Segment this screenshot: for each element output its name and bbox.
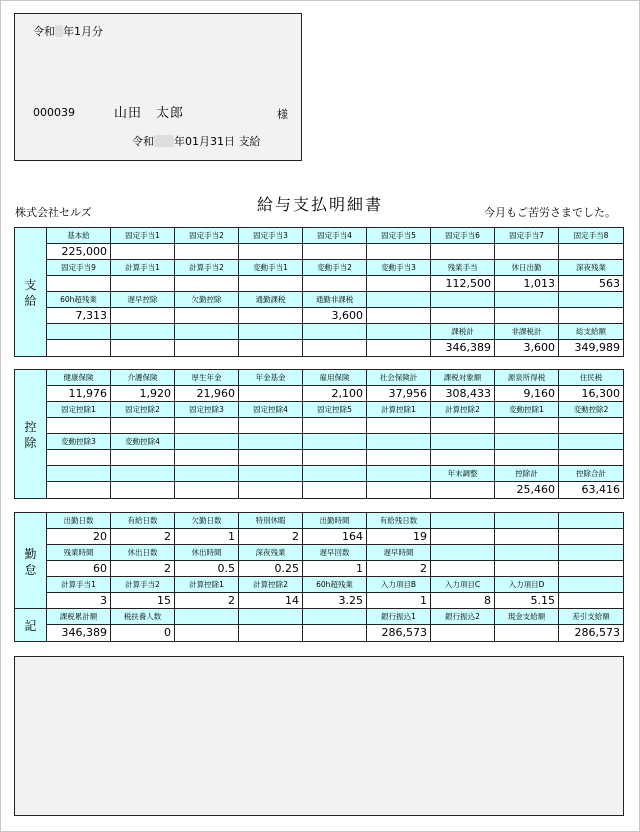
empty-value-cell (495, 450, 559, 466)
empty-label-cell (239, 609, 303, 625)
field-label: 固定控除1 (47, 402, 111, 418)
empty-value-cell (367, 418, 431, 434)
side-char: 勤 (24, 547, 37, 561)
field-value: 3,600 (495, 340, 559, 356)
empty-value-cell (303, 276, 367, 292)
address-box (14, 13, 302, 161)
empty-value-cell (367, 340, 431, 356)
empty-value-cell (175, 276, 239, 292)
field-label: 残業時間 (47, 545, 111, 561)
empty-value-cell (175, 244, 239, 260)
field-label: 変動控除2 (559, 402, 623, 418)
empty-value-cell (175, 418, 239, 434)
deduction-grid (47, 370, 623, 498)
empty-value-cell (111, 308, 175, 324)
empty-value-cell (495, 625, 559, 641)
empty-value-cell (111, 340, 175, 356)
field-label: 固定手当8 (559, 228, 623, 244)
field-value: 63,416 (559, 482, 623, 498)
field-label: 介護保険 (111, 370, 175, 386)
field-value: 349,989 (559, 340, 623, 356)
field-value: 112,500 (431, 276, 495, 292)
field-label: 出勤時間 (303, 513, 367, 529)
empty-label-cell (367, 434, 431, 450)
empty-value-cell (111, 418, 175, 434)
field-label: 課税累計額 (47, 609, 111, 625)
field-label: 通勤非課税 (303, 292, 367, 308)
field-label: 変動控除3 (47, 434, 111, 450)
field-value: 164 (303, 529, 367, 545)
field-value: 9,160 (495, 386, 559, 402)
empty-label-cell (559, 577, 623, 593)
empty-value-cell (303, 244, 367, 260)
field-label: 休出日数 (111, 545, 175, 561)
empty-value-cell (431, 450, 495, 466)
empty-value-cell (367, 450, 431, 466)
field-label: 銀行振込1 (367, 609, 431, 625)
empty-value-cell (303, 418, 367, 434)
field-label: 現金支給額 (495, 609, 559, 625)
field-value: 2 (175, 593, 239, 609)
field-value: 7,313 (47, 308, 111, 324)
empty-label-cell (495, 513, 559, 529)
empty-label-cell (559, 545, 623, 561)
attendance-section (14, 512, 624, 642)
empty-label-cell (495, 292, 559, 308)
empty-value-cell (239, 482, 303, 498)
field-value: 3,600 (303, 308, 367, 324)
empty-value-cell (111, 482, 175, 498)
field-label: 計算手当1 (47, 577, 111, 593)
field-label: 深夜残業 (239, 545, 303, 561)
empty-value-cell (175, 308, 239, 324)
empty-label-cell (367, 292, 431, 308)
greeting: 今月もご苦労さまでした。 (484, 206, 616, 219)
field-label: 遅早控除 (111, 292, 175, 308)
attendance-grid (47, 513, 623, 641)
empty-value-cell (239, 418, 303, 434)
field-label: 深夜残業 (559, 260, 623, 276)
side-char: 記 (24, 619, 37, 633)
empty-value-cell (111, 244, 175, 260)
empty-value-cell (559, 418, 623, 434)
empty-value-cell (367, 308, 431, 324)
side-char: 除 (24, 436, 37, 450)
empty-value-cell (303, 482, 367, 498)
empty-label-cell (559, 434, 623, 450)
field-label: 住民税 (559, 370, 623, 386)
field-value: 225,000 (47, 244, 111, 260)
field-label: 変動控除4 (111, 434, 175, 450)
field-value: 2 (367, 561, 431, 577)
field-value: 16,300 (559, 386, 623, 402)
empty-value-cell (431, 482, 495, 498)
field-value: 2 (239, 529, 303, 545)
field-label: 固定控除3 (175, 402, 239, 418)
field-label: 固定手当7 (495, 228, 559, 244)
field-value: 308,433 (431, 386, 495, 402)
field-value: 37,956 (367, 386, 431, 402)
field-value: 60 (47, 561, 111, 577)
field-label: 年金基金 (239, 370, 303, 386)
field-label: 固定手当4 (303, 228, 367, 244)
field-label: 雇用保険 (303, 370, 367, 386)
empty-label-cell (303, 434, 367, 450)
empty-label-cell (175, 434, 239, 450)
empty-value-cell (559, 308, 623, 324)
field-value: 346,389 (47, 625, 111, 641)
field-label: 有給残日数 (367, 513, 431, 529)
empty-value-cell (495, 529, 559, 545)
field-value: 5.15 (495, 593, 559, 609)
field-label: 入力項目C (431, 577, 495, 593)
field-label: 計算手当2 (111, 577, 175, 593)
field-label: 計算控除2 (239, 577, 303, 593)
empty-value-cell (495, 244, 559, 260)
field-value: 25,460 (495, 482, 559, 498)
empty-value-cell (431, 529, 495, 545)
empty-label-cell (47, 324, 111, 340)
field-value: 15 (111, 593, 175, 609)
field-value: 1,013 (495, 276, 559, 292)
employee-name: 山田 太郎 (114, 106, 185, 121)
empty-label-cell (175, 609, 239, 625)
field-value: 286,573 (559, 625, 623, 641)
field-value: 2 (111, 529, 175, 545)
empty-label-cell (559, 292, 623, 308)
field-label: 計算控除1 (175, 577, 239, 593)
empty-label-cell (175, 466, 239, 482)
empty-label-cell (431, 545, 495, 561)
field-value: 3 (47, 593, 111, 609)
field-label: 有給日数 (111, 513, 175, 529)
field-value: 563 (559, 276, 623, 292)
field-value: 2,100 (303, 386, 367, 402)
field-label: 休日出勤 (495, 260, 559, 276)
company-name: 株式会社セルズ (15, 206, 92, 219)
field-label: 特別休暇 (239, 513, 303, 529)
field-label: 計算手当1 (111, 260, 175, 276)
empty-value-cell (239, 244, 303, 260)
field-label: 固定控除4 (239, 402, 303, 418)
field-value: 1 (303, 561, 367, 577)
field-value: 1 (367, 593, 431, 609)
deduction-side-label (15, 370, 47, 498)
empty-label-cell (431, 292, 495, 308)
field-label: 厚生年金 (175, 370, 239, 386)
empty-value-cell (431, 308, 495, 324)
empty-value-cell (239, 450, 303, 466)
honorific: 様 (277, 108, 288, 121)
field-label: 総支給額 (559, 324, 623, 340)
empty-value-cell (431, 244, 495, 260)
field-label: 休出時間 (175, 545, 239, 561)
notes-side-label (15, 609, 47, 641)
field-label: 60h超残業 (47, 292, 111, 308)
empty-label-cell (303, 324, 367, 340)
pay-section (14, 227, 624, 357)
empty-label-cell (303, 466, 367, 482)
field-label: 遅早時間 (367, 545, 431, 561)
field-label: 出勤日数 (47, 513, 111, 529)
field-value: 0.25 (239, 561, 303, 577)
empty-value-cell (495, 418, 559, 434)
field-label: 遅早回数 (303, 545, 367, 561)
field-label: 差引支給額 (559, 609, 623, 625)
empty-value-cell (559, 450, 623, 466)
empty-value-cell (47, 482, 111, 498)
field-label: 銀行振込2 (431, 609, 495, 625)
employee-code: 000039 (33, 106, 75, 119)
empty-value-cell (239, 308, 303, 324)
field-label: 控除合計 (559, 466, 623, 482)
side-char: 怠 (24, 563, 37, 577)
empty-label-cell (111, 324, 175, 340)
pay-grid (47, 228, 623, 356)
field-label: 欠勤控除 (175, 292, 239, 308)
empty-value-cell (239, 340, 303, 356)
field-label: 固定手当3 (239, 228, 303, 244)
empty-value-cell (303, 450, 367, 466)
empty-value-cell (111, 450, 175, 466)
field-value: 0 (111, 625, 175, 641)
empty-label-cell (303, 609, 367, 625)
empty-label-cell (495, 545, 559, 561)
empty-value-cell (47, 276, 111, 292)
empty-value-cell (431, 418, 495, 434)
empty-label-cell (175, 324, 239, 340)
field-label: 固定手当1 (111, 228, 175, 244)
field-label: 源泉所得税 (495, 370, 559, 386)
field-label: 変動控除1 (495, 402, 559, 418)
field-label: 税扶養人数 (111, 609, 175, 625)
empty-value-cell (239, 625, 303, 641)
field-label: 基本給 (47, 228, 111, 244)
empty-value-cell (367, 276, 431, 292)
redaction-mask (154, 135, 174, 147)
empty-value-cell (559, 593, 623, 609)
field-value: 14 (239, 593, 303, 609)
field-value: 0.5 (175, 561, 239, 577)
empty-value-cell (495, 308, 559, 324)
field-value: 286,573 (367, 625, 431, 641)
empty-label-cell (495, 434, 559, 450)
field-label: 入力項目D (495, 577, 559, 593)
field-value: 11,976 (47, 386, 111, 402)
document-title: 給与支払明細書 (256, 195, 383, 214)
field-label: 固定手当5 (367, 228, 431, 244)
empty-value-cell (431, 561, 495, 577)
field-value: 20 (47, 529, 111, 545)
field-label: 固定手当6 (431, 228, 495, 244)
empty-label-cell (239, 434, 303, 450)
empty-label-cell (111, 466, 175, 482)
field-label: 固定控除5 (303, 402, 367, 418)
field-label: 年末調整 (431, 466, 495, 482)
memo-box (14, 656, 624, 816)
deduction-section (14, 369, 624, 499)
empty-value-cell (559, 529, 623, 545)
field-label: 計算控除1 (367, 402, 431, 418)
empty-label-cell (239, 466, 303, 482)
field-label: 非課税計 (495, 324, 559, 340)
field-label: 健康保険 (47, 370, 111, 386)
field-value: 1 (175, 529, 239, 545)
field-label: 残業手当 (431, 260, 495, 276)
field-label: 社会保険計 (367, 370, 431, 386)
field-label: 固定手当2 (175, 228, 239, 244)
empty-value-cell (559, 244, 623, 260)
empty-value-cell (175, 450, 239, 466)
pay-date: 令和 年01月31日 支給 (132, 135, 261, 148)
empty-label-cell (431, 434, 495, 450)
empty-value-cell (239, 386, 303, 402)
field-label: 変動手当1 (239, 260, 303, 276)
empty-label-cell (239, 324, 303, 340)
empty-value-cell (175, 340, 239, 356)
empty-value-cell (47, 450, 111, 466)
empty-value-cell (559, 561, 623, 577)
field-value: 346,389 (431, 340, 495, 356)
field-value: 19 (367, 529, 431, 545)
empty-label-cell (47, 466, 111, 482)
empty-value-cell (239, 276, 303, 292)
field-label: 変動手当2 (303, 260, 367, 276)
field-label: 60h超残業 (303, 577, 367, 593)
redaction-mask (55, 25, 63, 37)
empty-value-cell (431, 625, 495, 641)
field-label: 固定控除2 (111, 402, 175, 418)
field-value: 21,960 (175, 386, 239, 402)
empty-value-cell (303, 340, 367, 356)
field-label: 控除計 (495, 466, 559, 482)
pay-side-label (15, 228, 47, 356)
side-char: 支 (24, 278, 37, 292)
field-label: 課税対象額 (431, 370, 495, 386)
empty-value-cell (303, 625, 367, 641)
field-label: 変動手当3 (367, 260, 431, 276)
side-char: 給 (24, 294, 37, 308)
empty-value-cell (47, 340, 111, 356)
empty-value-cell (175, 625, 239, 641)
field-label: 入力項目B (367, 577, 431, 593)
empty-value-cell (175, 482, 239, 498)
attendance-side-label (15, 513, 47, 609)
empty-label-cell (367, 324, 431, 340)
side-char: 控 (24, 420, 37, 434)
field-value: 8 (431, 593, 495, 609)
field-value: 1,920 (111, 386, 175, 402)
field-label: 課税計 (431, 324, 495, 340)
field-label: 計算手当2 (175, 260, 239, 276)
field-label: 固定手当9 (47, 260, 111, 276)
empty-label-cell (367, 466, 431, 482)
empty-label-cell (431, 513, 495, 529)
empty-value-cell (367, 244, 431, 260)
field-value: 2 (111, 561, 175, 577)
empty-value-cell (367, 482, 431, 498)
empty-value-cell (47, 418, 111, 434)
field-value: 3.25 (303, 593, 367, 609)
field-label: 通勤課税 (239, 292, 303, 308)
empty-value-cell (495, 561, 559, 577)
empty-label-cell (559, 513, 623, 529)
field-label: 計算控除2 (431, 402, 495, 418)
empty-value-cell (111, 276, 175, 292)
pay-period: 令和 年1月分 (33, 25, 103, 38)
field-label: 欠勤日数 (175, 513, 239, 529)
